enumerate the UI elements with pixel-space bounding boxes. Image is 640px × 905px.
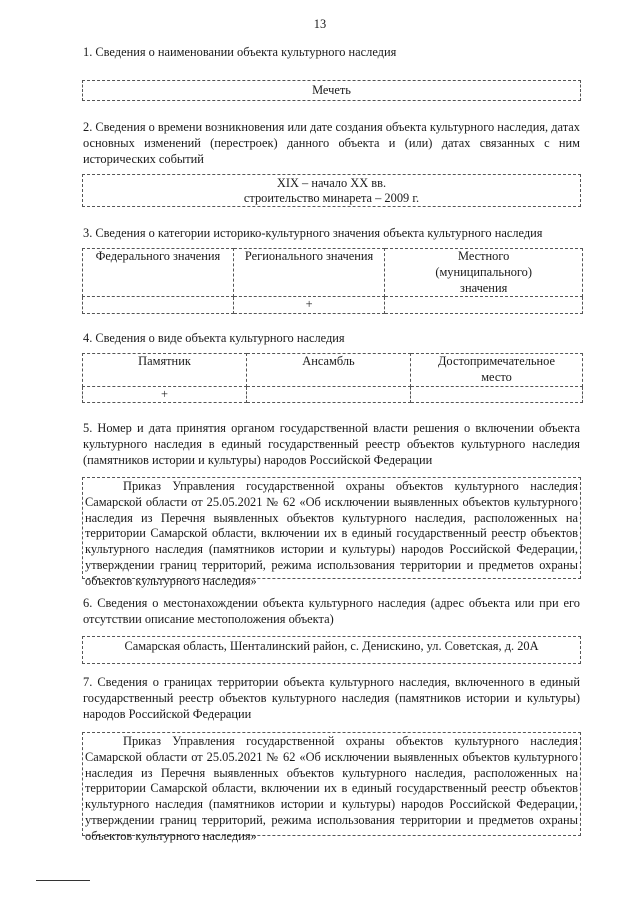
table-cell: + bbox=[83, 386, 247, 403]
dates-box bbox=[82, 174, 581, 207]
table-cell: + bbox=[233, 297, 384, 314]
column-header: Федерального значения bbox=[83, 249, 234, 297]
column-header: Достопримечательное место bbox=[411, 354, 583, 387]
table-cell bbox=[385, 297, 583, 314]
section-7-heading: 7. Сведения о границах территории объекта культурного наследия, включенного в единый государственный реестр объектов культурного наследия (памятников истории и культуры) народов Российской Федерации bbox=[83, 675, 580, 721]
section-4-heading: 4. Сведения о виде объекта культурного наследия bbox=[83, 331, 345, 345]
registry-decision-box bbox=[82, 477, 581, 588]
dates-line: XIX – начало XX вв. bbox=[276, 176, 387, 190]
column-header: Памятник bbox=[83, 354, 247, 387]
boundaries-box bbox=[82, 732, 581, 843]
column-header: Местного (муниципального) значения bbox=[385, 249, 583, 297]
section-2-heading: 2. Сведения о времени возникновения или дате создания объекта культурного наследия, датах основных изменений (перестроек) данного объекта и (или) датах связанных с ним исторических событий bbox=[83, 120, 580, 166]
column-header: Ансамбль bbox=[247, 354, 411, 387]
footnote-divider bbox=[36, 880, 90, 881]
registry-decision-text: Приказ Управления государственной охраны объектов культурного наследия Самарской области от 25.05.2021 № 62 «Об исключении выявленных объектов культурного наследия из Перечня выявленных объектов культурного наследия, расположенных на территории Самарской области, включении их в единый государственный реестр объектов культурного наследия (памятников истории и культуры) народов Российской Федерации, утверждении границ территорий, режима использования территории и предметов охраны объектов культурного наследия» bbox=[85, 479, 578, 588]
section-3-heading: 3. Сведения о категории историко-культурного значения объекта культурного наследия bbox=[83, 226, 543, 240]
address-box: Самарская область, Шенталинский район, с. Денискино, ул. Советская, д. 20А bbox=[82, 636, 581, 664]
table-cell bbox=[247, 386, 411, 403]
page-number: 13 bbox=[313, 17, 327, 31]
section-6-heading: 6. Сведения о местонахождении объекта культурного наследия (адрес объекта или при его отсутствии описание местоположения объекта) bbox=[83, 596, 580, 626]
dates-line: строительство минарета – 2009 г. bbox=[243, 191, 420, 205]
object-name-box: Мечеть bbox=[82, 80, 581, 101]
column-header: Регионального значения bbox=[233, 249, 384, 297]
section-1-heading: 1. Сведения о наименовании объекта культурного наследия bbox=[83, 45, 397, 59]
category-table bbox=[82, 248, 583, 314]
boundaries-text: Приказ Управления государственной охраны объектов культурного наследия Самарской области от 25.05.2021 № 62 «Об исключении выявленных объектов культурного наследия из Перечня выявленных объектов культурного наследия, расположенных на территории Самарской области, включении их в единый государственный реестр объектов культурного наследия (памятников истории и культуры) народов Российской Федерации, утверждении границ территорий, режима использования территории и предметов охраны объектов культурного наследия» bbox=[85, 734, 578, 843]
table-cell bbox=[411, 386, 583, 403]
table-cell bbox=[83, 297, 234, 314]
section-5-heading: 5. Номер и дата принятия органом государственной власти решения о включении объекта культурного наследия в единый государственный реестр объектов культурного наследия (памятников истории и культуры) народов Российской Федерации bbox=[83, 421, 580, 467]
type-table bbox=[82, 353, 583, 403]
